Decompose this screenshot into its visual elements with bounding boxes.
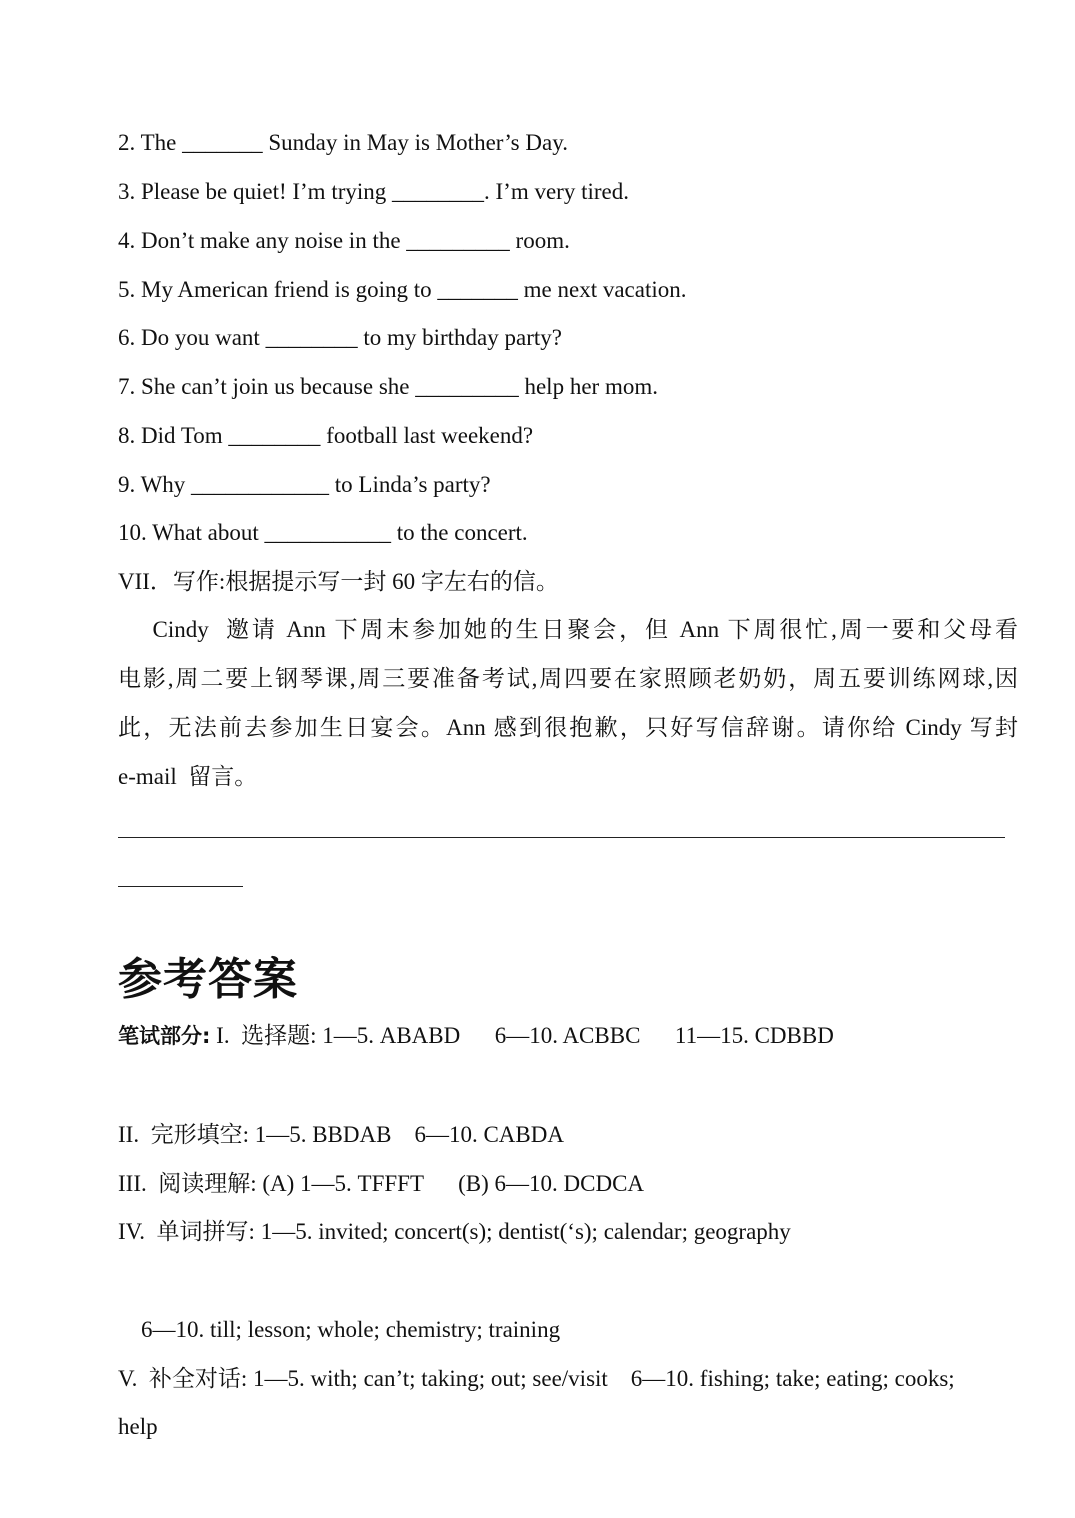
question-3: 3. Please be quiet! I’m trying ________. I’m very tired. (118, 179, 629, 204)
answer-section-3: III. 阅读理解: (A) 1—5. TFFFT (B) 6—10. DCDCA (118, 1171, 645, 1196)
question-5: 5. My American friend is going to _______ me next vacation. (118, 277, 687, 302)
written-part-label: 笔试部分: (118, 1024, 211, 1048)
answer-section-4-line-1: IV. 单词拼写: 1—5. invited; concert(s); dentist(‘s); calendar; geography (118, 1219, 791, 1244)
writing-prompt-line-1: Cindy 邀请 Ann 下周末参加她的生日聚会，但 Ann 下周很忙,周一要和父母看 (118, 617, 1018, 642)
writing-prompt-line-3: 此，无法前去参加生日宴会。Ann 感到很抱歉，只好写信辞谢。请你给 Cindy 写封 (118, 715, 1018, 740)
question-2: 2. The _______ Sunday in May is Mother’s Day. (118, 130, 568, 155)
question-8: 8. Did Tom ________ football last weekend? (118, 423, 534, 448)
writing-prompt-line-4: e-mail 留言。 (118, 764, 258, 789)
answer-key-title: 参考答案 (118, 954, 298, 1005)
answer-section-1 (118, 1021, 834, 1051)
answer-section-5-line-1: V. 补全对话: 1—5. with; can’t; taking; out; see/visit 6—10. fishing; take; eating; cooks; (118, 1366, 955, 1391)
question-10: 10. What about ___________ to the concert. (118, 520, 528, 545)
answer-section-4-line-2: 6—10. till; lesson; whole; chemistry; training (118, 1317, 561, 1342)
answer-section-5-line-2: help (118, 1414, 158, 1439)
answer-blank-line-1 (118, 837, 1005, 838)
question-4: 4. Don’t make any noise in the _________ room. (118, 228, 570, 253)
answer-blank-line-2 (118, 886, 243, 887)
question-9: 9. Why ____________ to Linda’s party? (118, 472, 491, 497)
answer-section-2: II. 完形填空: 1—5. BBDAB 6—10. CABDA (118, 1122, 564, 1147)
answer-section-1-text: I. 选择题: 1—5. ABABD 6—10. ACBBC 11—15. CDBBD (210, 1023, 834, 1048)
writing-heading: VII．写作:根据提示写一封 60 字左右的信。 (118, 569, 559, 594)
question-7: 7. She can’t join us because she _________ help her mom. (118, 374, 658, 399)
writing-prompt-line-2: 电影,周二要上钢琴课,周三要准备考试,周四要在家照顾老奶奶，周五要训练网球,因 (118, 666, 1018, 691)
question-6: 6. Do you want ________ to my birthday party? (118, 325, 562, 350)
